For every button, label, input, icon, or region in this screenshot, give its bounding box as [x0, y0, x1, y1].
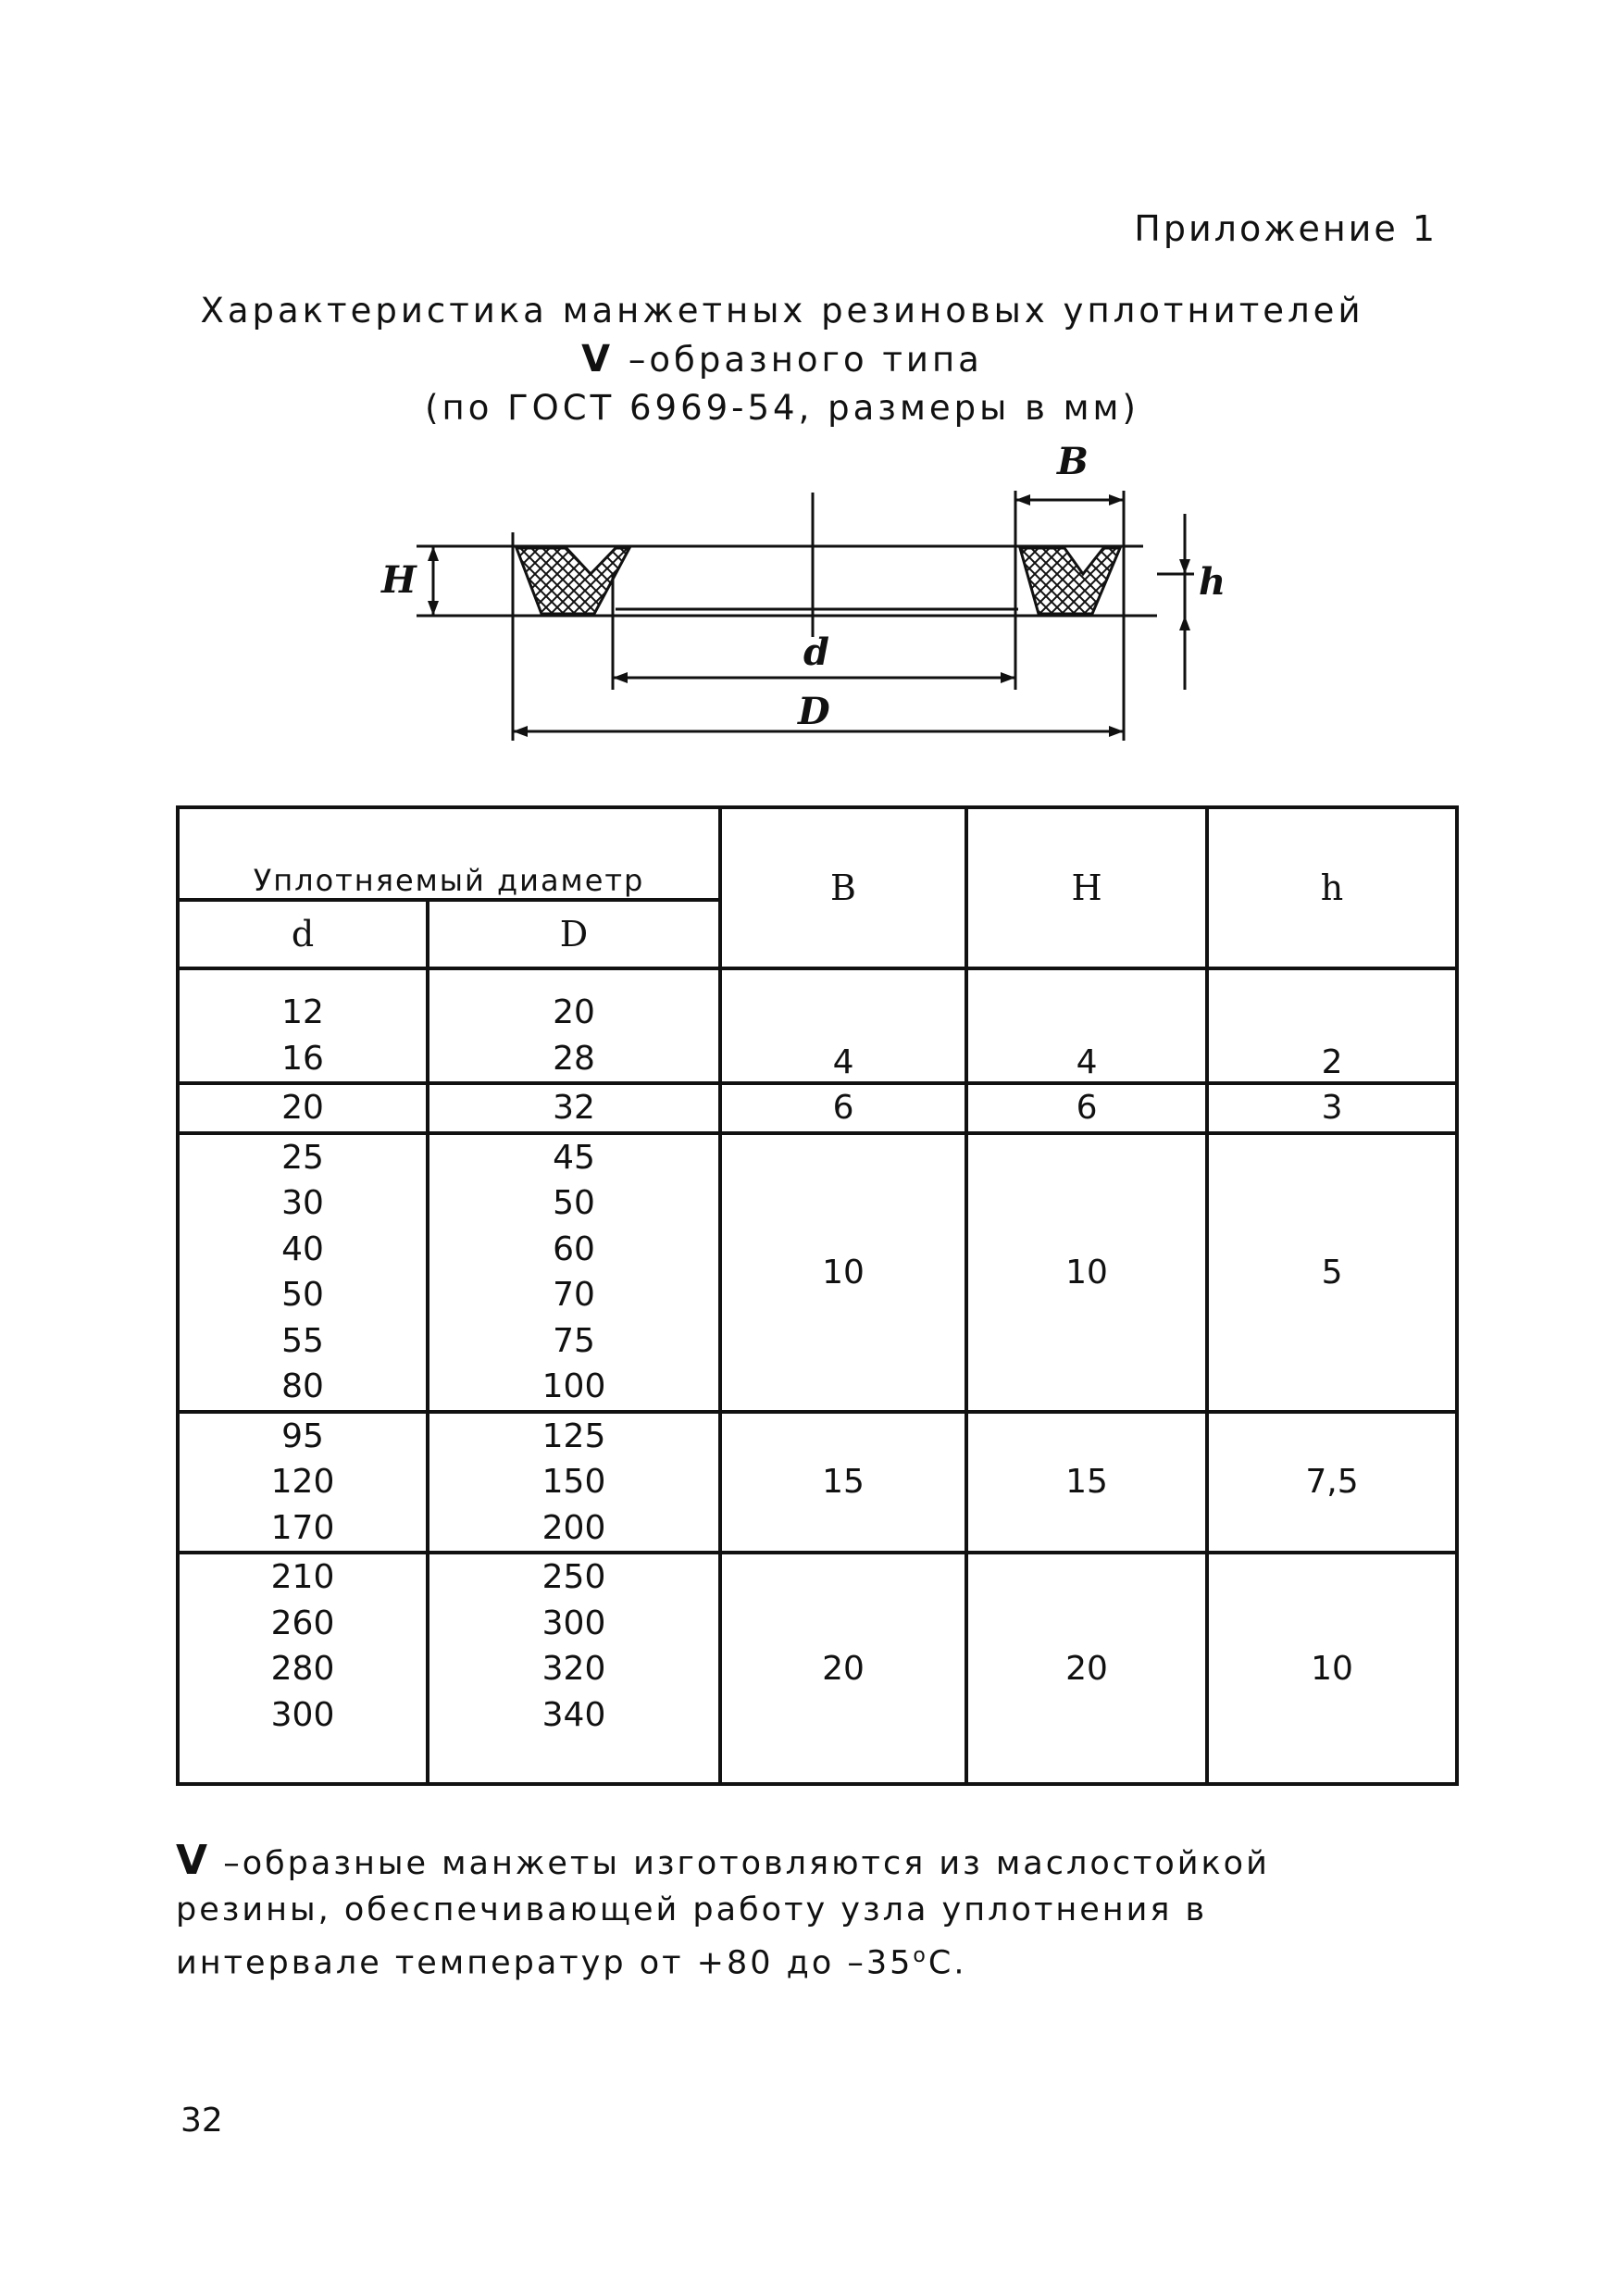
cell-D: 32: [428, 1083, 720, 1133]
note-unit: C.: [927, 1944, 967, 1982]
cell-h: 10: [1207, 1553, 1457, 1784]
cell-H: 15: [966, 1412, 1207, 1554]
title-line-2-text: –образного типа: [614, 340, 983, 380]
cell-d: 95 120 170: [178, 1412, 428, 1554]
table-row: [178, 968, 1457, 1083]
diagram-label-B: B: [1057, 440, 1089, 483]
cell-d: 210 260 280 300: [178, 1553, 428, 1784]
header-h: h: [1207, 807, 1457, 968]
table-row: [178, 1133, 1457, 1412]
table-row: [178, 1083, 1457, 1133]
cell-D: 45 50 60 70 75 100: [428, 1133, 720, 1412]
table-row: [178, 1412, 1457, 1554]
cell-B: 6: [720, 1083, 966, 1133]
header-d: d: [178, 900, 428, 968]
title-line-3: (по ГОСТ 6969-54, размеры в мм): [425, 388, 1139, 428]
header-H: H: [966, 807, 1207, 968]
cell-H: 4: [966, 968, 1207, 1083]
title-line-2: [167, 335, 1398, 384]
cell-B: 20: [720, 1553, 966, 1784]
table-row: [178, 1553, 1457, 1784]
header-B: B: [720, 807, 966, 968]
diagram-label-d: d: [803, 630, 829, 674]
cell-D: 125 150 200: [428, 1412, 720, 1554]
cell-D: 20 28: [428, 968, 720, 1083]
header-D: D: [428, 900, 720, 968]
cell-D: 250 300 320 340: [428, 1553, 720, 1784]
page-number: 32: [180, 2102, 223, 2140]
cell-H: 20: [966, 1553, 1207, 1784]
seal-dimensions-table: [176, 805, 1459, 1786]
seal-cross-section-diagram: [352, 435, 1240, 768]
degree-sign: o: [913, 1944, 928, 1967]
header-sealed-diameter: Уплотняемый диаметр: [178, 807, 720, 900]
title-v-letter: V: [581, 338, 615, 381]
title-line-1: Характеристика манжетных резиновых уплотнителей: [200, 291, 1364, 331]
cell-d: 12 16: [178, 968, 428, 1083]
note-paragraph: [176, 1838, 1407, 1987]
diagram-label-h: h: [1199, 560, 1226, 604]
cell-d: 20: [178, 1083, 428, 1133]
cell-h: 5: [1207, 1133, 1457, 1412]
cell-B: 10: [720, 1133, 966, 1412]
cell-h: 2: [1207, 968, 1457, 1083]
diagram-label-H: H: [381, 558, 417, 602]
document-title: [167, 287, 1398, 432]
cell-H: 6: [966, 1083, 1207, 1133]
appendix-label: Приложение 1: [1134, 208, 1438, 249]
note-text: –образные манжеты изготовляются из маслостойкой резины, обеспечивающей работу узла уплотнения в интервале температур от +80 до –35: [176, 1845, 1270, 1982]
cell-H: 10: [966, 1133, 1207, 1412]
diagram-label-D: D: [798, 690, 830, 733]
note-v-letter: V: [176, 1837, 211, 1884]
cell-h: 3: [1207, 1083, 1457, 1133]
cell-d: 25 30 40 50 55 80: [178, 1133, 428, 1412]
cell-B: 4: [720, 968, 966, 1083]
cell-B: 15: [720, 1412, 966, 1554]
cell-h: 7,5: [1207, 1412, 1457, 1554]
